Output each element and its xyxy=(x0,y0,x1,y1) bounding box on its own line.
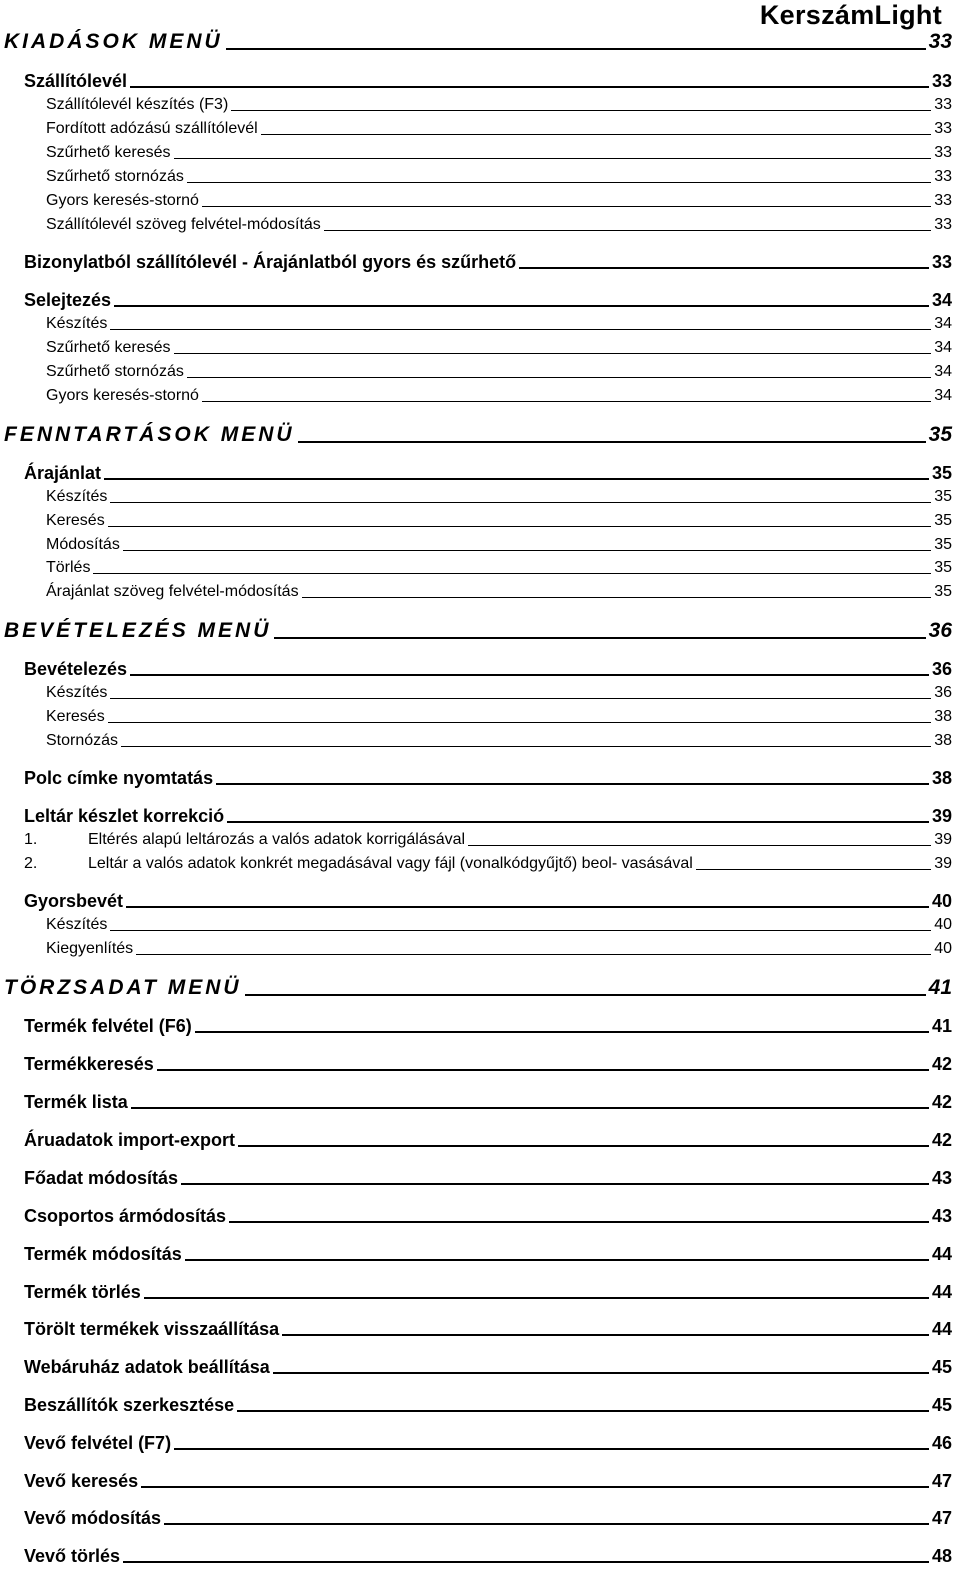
toc-page: 34 xyxy=(934,363,952,380)
toc-item[interactable] xyxy=(46,215,952,235)
toc-label: Áruadatok import-export xyxy=(24,1130,236,1150)
toc-section-leltar[interactable] xyxy=(24,805,952,827)
toc-page: 45 xyxy=(931,1357,952,1377)
toc-leader xyxy=(93,573,931,574)
toc-page: 43 xyxy=(931,1168,952,1188)
toc-page: 39 xyxy=(934,831,952,848)
toc-leader xyxy=(141,1486,929,1488)
toc-leader xyxy=(245,994,926,996)
toc-section[interactable] xyxy=(24,1015,952,1037)
toc-page: 36 xyxy=(931,659,952,679)
toc-label: Termék felvétel (F6) xyxy=(24,1016,192,1036)
toc-leader xyxy=(104,478,929,480)
toc-label: Szűrhető keresés xyxy=(46,144,171,161)
toc-leader xyxy=(123,1561,929,1563)
toc-leader xyxy=(238,1145,929,1147)
toc-label: Termék törlés xyxy=(24,1282,141,1302)
toc-section[interactable] xyxy=(24,1091,952,1113)
toc-page: 42 xyxy=(931,1054,952,1074)
toc-page: 44 xyxy=(931,1244,952,1264)
toc-leader xyxy=(216,783,929,785)
toc-leader xyxy=(110,329,931,330)
toc-label: Szűrhető keresés xyxy=(46,339,171,356)
toc-section[interactable] xyxy=(24,1243,952,1265)
toc-leader xyxy=(519,267,929,269)
brand-title: KerszámLight xyxy=(759,0,942,30)
toc-label: Törlés xyxy=(46,559,91,576)
toc-label: Termék lista xyxy=(24,1092,128,1112)
toc-label: Módosítás xyxy=(46,536,120,553)
toc-item[interactable] xyxy=(46,143,952,163)
toc-leader xyxy=(282,1334,929,1336)
toc-leader xyxy=(237,1410,929,1412)
toc-leader xyxy=(136,954,931,955)
toc-page: 40 xyxy=(934,940,952,957)
toc-leader xyxy=(229,1221,929,1223)
toc-item[interactable] xyxy=(46,707,952,727)
toc-label: Kiegyenlítés xyxy=(46,940,134,957)
toc-item[interactable] xyxy=(46,939,952,959)
toc-label: Csoportos ármódosítás xyxy=(24,1206,227,1226)
toc-leader xyxy=(227,821,929,823)
toc-section-gyorsbevet[interactable] xyxy=(24,890,952,912)
toc-section-szallitolevel[interactable] xyxy=(24,70,952,92)
toc-page: 36 xyxy=(934,684,952,701)
toc-section-selejtezes[interactable] xyxy=(24,289,952,311)
toc-leader xyxy=(231,110,931,111)
toc-leader xyxy=(108,526,932,527)
toc-label: Készítés xyxy=(46,488,108,505)
toc-label: Polc címke nyomtatás xyxy=(24,768,214,788)
toc-label: Szállítólevél szöveg felvétel-módosítás xyxy=(46,216,321,233)
toc-label: Vevő felvétel (F7) xyxy=(24,1433,172,1453)
toc-section[interactable] xyxy=(24,1205,952,1227)
toc-label: Vevő módosítás xyxy=(24,1508,162,1528)
toc-leader xyxy=(261,134,932,135)
toc-section-arajanlat[interactable] xyxy=(24,462,952,484)
toc-item[interactable] xyxy=(24,854,952,874)
toc-item[interactable] xyxy=(46,167,952,187)
toc-label: Készítés xyxy=(46,315,108,332)
toc-section[interactable] xyxy=(24,1545,952,1567)
toc-page: 41 xyxy=(931,1016,952,1036)
toc-leader xyxy=(302,597,932,598)
toc-item[interactable] xyxy=(46,582,952,602)
toc-leader xyxy=(164,1523,929,1525)
toc-page: 35 xyxy=(934,512,952,529)
toc-leader xyxy=(123,550,931,551)
toc-leader xyxy=(131,1107,929,1109)
toc-section[interactable] xyxy=(24,1053,952,1075)
toc-leader xyxy=(110,930,931,931)
toc-label: Szállítólevél készítés (F3) xyxy=(46,96,229,113)
toc-page: 33 xyxy=(931,252,952,272)
toc-item[interactable] xyxy=(46,731,952,751)
toc-leader xyxy=(130,86,929,88)
toc-page: 33 xyxy=(934,120,952,137)
toc-leader xyxy=(696,869,931,870)
toc-page: 35 xyxy=(931,463,952,483)
toc-leader xyxy=(273,1372,929,1374)
toc-page: 33 xyxy=(928,30,952,53)
toc-label: Szállítólevél xyxy=(24,71,128,91)
toc-leader xyxy=(324,230,931,231)
toc-page: 33 xyxy=(934,216,952,233)
toc-leader xyxy=(181,1183,929,1185)
toc-item[interactable] xyxy=(46,314,952,334)
toc-label: Szűrhető stornózás xyxy=(46,363,184,380)
toc-page: 44 xyxy=(931,1282,952,1302)
toc-leader xyxy=(174,1448,929,1450)
toc-page: 41 xyxy=(928,976,952,999)
toc-label: Fordított adózású szállítólevél xyxy=(46,120,258,137)
toc-leader xyxy=(195,1031,929,1033)
toc-label: KIADÁSOK MENÜ xyxy=(4,30,223,53)
toc-section-bevetelezes[interactable] xyxy=(24,658,952,680)
toc-label: Vevő törlés xyxy=(24,1546,121,1566)
toc-page: 46 xyxy=(931,1433,952,1453)
toc-label: Főadat módosítás xyxy=(24,1168,179,1188)
toc-item[interactable] xyxy=(46,119,952,139)
toc-page: 45 xyxy=(931,1395,952,1415)
toc-page: 35 xyxy=(934,488,952,505)
toc-menu-kiadasok[interactable] xyxy=(4,29,952,55)
toc-section[interactable] xyxy=(24,1167,952,1189)
toc-section-bizonylatbol[interactable] xyxy=(24,251,952,273)
toc-section[interactable] xyxy=(24,1318,952,1340)
toc-number: 2. xyxy=(24,855,38,872)
toc-page: 35 xyxy=(934,559,952,576)
toc-page: 39 xyxy=(934,855,952,872)
toc-page: 40 xyxy=(931,891,952,911)
toc-label: Termékkeresés xyxy=(24,1054,154,1074)
toc-item[interactable] xyxy=(46,915,952,935)
toc-page: 38 xyxy=(934,708,952,725)
toc-section[interactable] xyxy=(24,1470,952,1492)
toc-section-polc[interactable] xyxy=(24,767,952,789)
toc-leader xyxy=(121,746,931,747)
toc-item[interactable] xyxy=(46,191,952,211)
toc-leader xyxy=(126,906,929,908)
toc-label: Bevételezés xyxy=(24,659,128,679)
toc-section[interactable] xyxy=(24,1129,952,1151)
toc-label: BEVÉTELEZÉS MENÜ xyxy=(4,619,272,642)
toc-label: Készítés xyxy=(46,916,108,933)
toc-leader xyxy=(108,722,932,723)
toc-item[interactable] xyxy=(46,338,952,358)
toc-leader xyxy=(185,1259,929,1261)
toc-label: Termék módosítás xyxy=(24,1244,182,1264)
toc-page: 48 xyxy=(931,1546,952,1566)
toc-page: 33 xyxy=(934,96,952,113)
toc-page: 33 xyxy=(931,71,952,91)
toc-leader xyxy=(202,401,931,402)
toc-leader xyxy=(110,502,931,503)
toc-item[interactable] xyxy=(46,558,952,578)
toc-leader xyxy=(144,1297,929,1299)
toc-leader xyxy=(157,1069,929,1071)
toc-page: 34 xyxy=(934,315,952,332)
toc-section[interactable] xyxy=(24,1507,952,1529)
toc-label: Gyors keresés-stornó xyxy=(46,387,199,404)
toc-item[interactable] xyxy=(46,683,952,703)
toc-leader xyxy=(274,637,925,639)
toc-menu-bevetelezes[interactable] xyxy=(4,618,952,644)
toc-page: 47 xyxy=(931,1471,952,1491)
toc-label: Készítés xyxy=(46,684,108,701)
toc-label xyxy=(24,830,465,850)
toc-section[interactable] xyxy=(24,1432,952,1454)
toc-section[interactable] xyxy=(24,1356,952,1378)
toc-label: Szűrhető stornózás xyxy=(46,168,184,185)
toc-page: 35 xyxy=(934,536,952,553)
toc-menu-torzsadat[interactable] xyxy=(4,975,952,1001)
toc-page: 38 xyxy=(934,732,952,749)
toc-label: Keresés xyxy=(46,512,105,529)
toc-page: 47 xyxy=(931,1508,952,1528)
toc-item[interactable] xyxy=(46,95,952,115)
toc-leader xyxy=(298,441,926,443)
toc-page: 33 xyxy=(934,192,952,209)
toc-label: Selejtezés xyxy=(24,290,112,310)
toc-leader xyxy=(226,48,926,50)
toc-label: Gyorsbevét xyxy=(24,891,124,911)
toc-leader xyxy=(130,674,929,676)
toc-page: 43 xyxy=(931,1206,952,1226)
toc-label: Stornózás xyxy=(46,732,119,749)
toc-section[interactable] xyxy=(24,1394,952,1416)
toc-label: Törölt termékek visszaállítása xyxy=(24,1319,280,1339)
toc-label: Árajánlat szöveg felvétel-módosítás xyxy=(46,583,299,600)
toc-label: Gyors keresés-stornó xyxy=(46,192,199,209)
toc-item[interactable] xyxy=(46,362,952,382)
toc-page: 36 xyxy=(928,619,952,642)
toc-number: 1. xyxy=(24,831,38,848)
toc-leader xyxy=(174,158,932,159)
toc-page: 40 xyxy=(934,916,952,933)
toc-label: Vevő keresés xyxy=(24,1471,139,1491)
toc-page: 35 xyxy=(934,583,952,600)
toc-label xyxy=(24,854,693,874)
toc-item[interactable] xyxy=(46,535,952,555)
toc-section[interactable] xyxy=(24,1281,952,1303)
toc-page: 42 xyxy=(931,1130,952,1150)
toc-page: 39 xyxy=(931,806,952,826)
toc-item[interactable] xyxy=(46,511,952,531)
toc-item[interactable] xyxy=(24,830,952,850)
toc-label: Keresés xyxy=(46,708,105,725)
toc-leader xyxy=(187,377,931,378)
toc-leader xyxy=(114,305,929,307)
toc-label: Beszállítók szerkesztése xyxy=(24,1395,235,1415)
toc-label: TÖRZSADAT MENÜ xyxy=(4,976,242,999)
toc-label: Leltár készlet korrekció xyxy=(24,806,225,826)
toc-page: 34 xyxy=(934,339,952,356)
toc-label: FENNTARTÁSOK MENÜ xyxy=(4,423,295,446)
toc-label: Bizonylatból szállítólevél - Árajánlatból gyors és szűrhető xyxy=(24,252,517,272)
toc-text: Eltérés alapú leltározás a valós adatok korrigálásával xyxy=(88,831,466,848)
toc-leader xyxy=(187,182,931,183)
toc-page: 44 xyxy=(931,1319,952,1339)
toc-label: Árajánlat xyxy=(24,463,102,483)
toc-page: 38 xyxy=(931,768,952,788)
toc-label: Webáruház adatok beállítása xyxy=(24,1357,270,1377)
toc-leader xyxy=(110,698,931,699)
toc-menu-fenntartasok[interactable] xyxy=(4,422,952,448)
toc-page: 42 xyxy=(931,1092,952,1112)
toc-item[interactable] xyxy=(46,386,952,406)
toc-page: 35 xyxy=(928,423,952,446)
toc-page: 33 xyxy=(934,144,952,161)
toc-leader xyxy=(468,845,931,846)
toc-page: 33 xyxy=(934,168,952,185)
toc-page: 34 xyxy=(931,290,952,310)
toc-item[interactable] xyxy=(46,487,952,507)
toc-page: 34 xyxy=(934,387,952,404)
toc-text: Leltár a valós adatok konkrét megadásával vagy fájl (vonalkódgyűjtő) beol- vasásával xyxy=(88,855,693,872)
toc-leader xyxy=(174,353,932,354)
toc-leader xyxy=(202,206,931,207)
